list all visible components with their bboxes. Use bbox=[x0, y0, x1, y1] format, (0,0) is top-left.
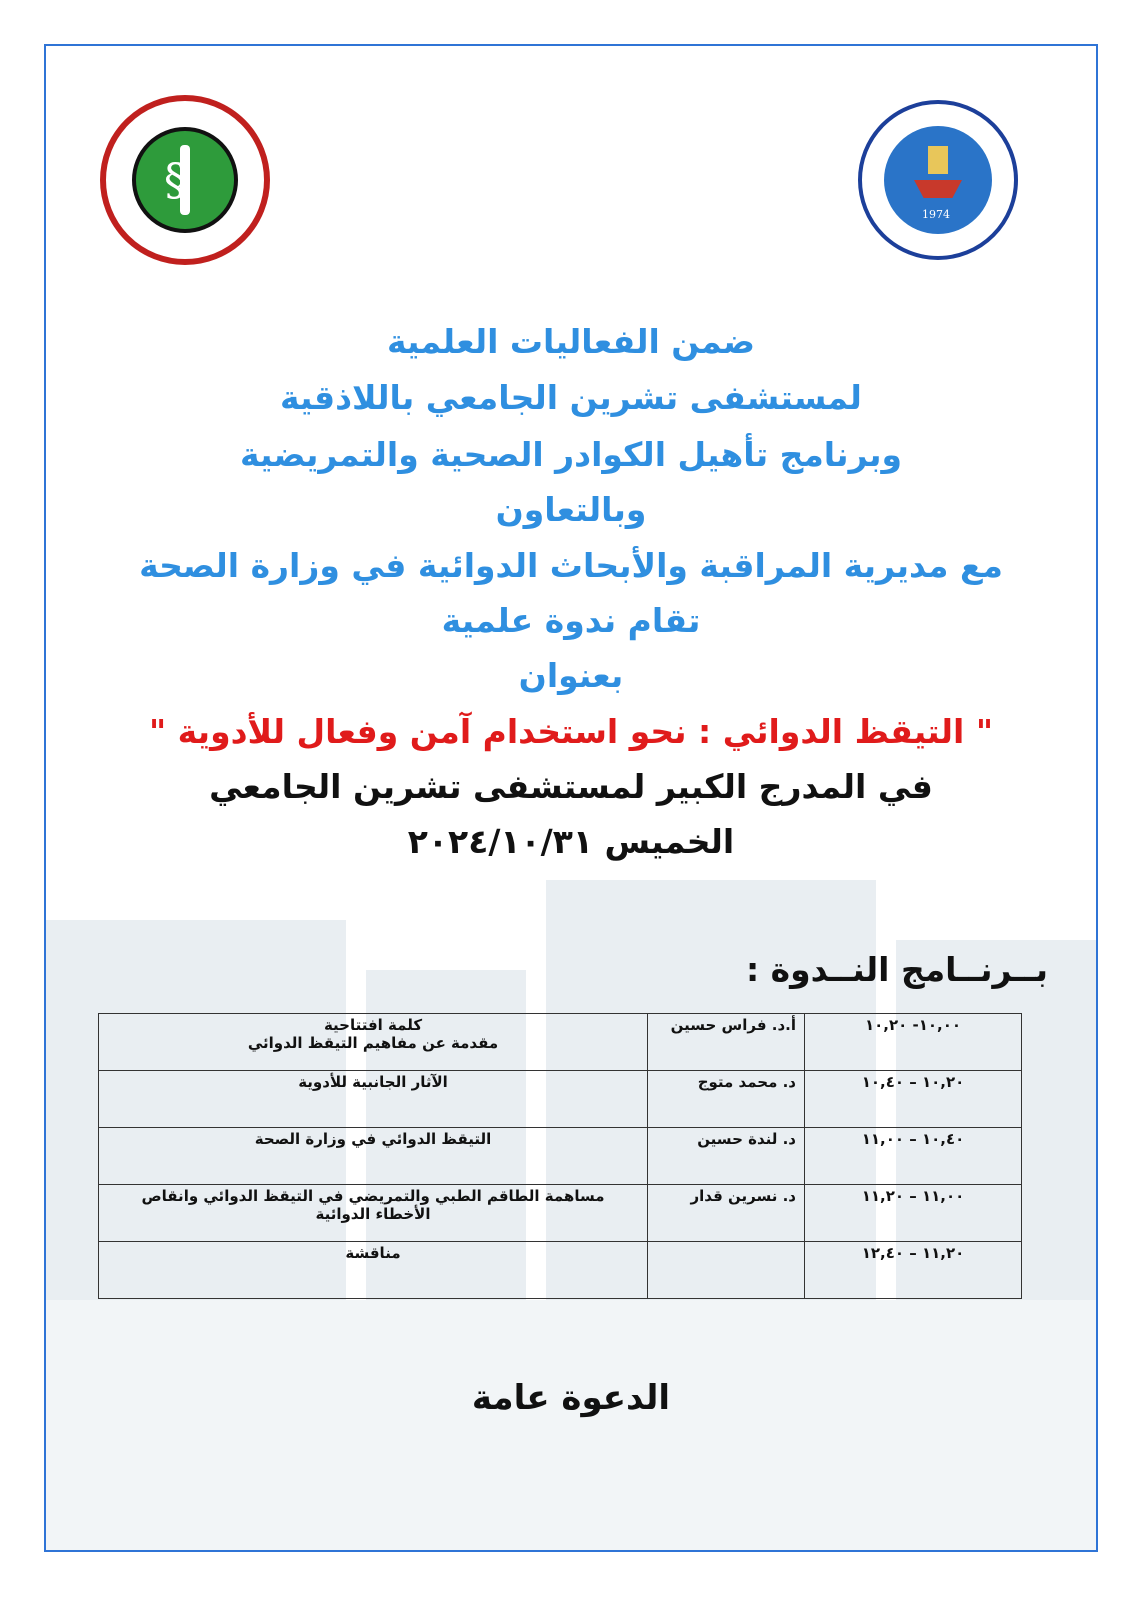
program-table bbox=[98, 1013, 1022, 1299]
speaker-cell: أ.د. فراس حسين bbox=[648, 1014, 805, 1071]
seminar-title: " التيقظ الدوائي : نحو استخدام آمن وفعال للأدوية " bbox=[148, 712, 994, 751]
topic-line: مساهمة الطاقم الطبي والتمريضي في التيقظ الدوائي وانقاص bbox=[141, 1187, 605, 1205]
topic-line: التيقظ الدوائي في وزارة الصحة bbox=[254, 1130, 492, 1148]
speaker-cell: د. لندة حسين bbox=[648, 1128, 805, 1185]
program-title: بــرنــامج النــدوة : bbox=[746, 950, 1048, 989]
topic-line: الأخطاء الدوائية bbox=[315, 1205, 431, 1223]
hospital-logo bbox=[100, 95, 270, 265]
logo-year: 1974 bbox=[922, 208, 950, 221]
time-cell: ١١,٠٠ – ١١,٢٠ bbox=[805, 1185, 1022, 1242]
table-row bbox=[99, 1242, 1022, 1299]
table-row bbox=[99, 1071, 1022, 1128]
ship-emblem-icon bbox=[884, 126, 992, 234]
table-row bbox=[99, 1128, 1022, 1185]
caduceus-icon: § bbox=[132, 127, 238, 233]
speaker-cell: د. محمد متوج bbox=[648, 1071, 805, 1128]
time-cell: ١٠,٢٠ – ١٠,٤٠ bbox=[805, 1071, 1022, 1128]
time-cell: ١٠,٠٠- ١٠,٢٠ bbox=[805, 1014, 1022, 1071]
topic-line: مناقشة bbox=[345, 1244, 401, 1262]
date: الخميس ٢٠٢٤/١٠/٣١ bbox=[407, 822, 735, 861]
heading-line-3: وبرنامج تأهيل الكوادر الصحية والتمريضية bbox=[239, 435, 902, 474]
topic-line: كلمة افتتاحية bbox=[323, 1016, 423, 1034]
topic-cell bbox=[99, 1128, 648, 1185]
topic-line: الآثار الجانبية للأدوية bbox=[298, 1073, 448, 1091]
venue: في المدرج الكبير لمستشفى تشرين الجامعي bbox=[209, 767, 933, 806]
time-cell: ١٠,٤٠ – ١١,٠٠ bbox=[805, 1128, 1022, 1185]
heading-line-4: وبالتعاون bbox=[495, 490, 647, 529]
faculty-of-medicine-logo bbox=[858, 100, 1018, 260]
topic-cell bbox=[99, 1242, 648, 1299]
heading-line-6: تقام ندوة علمية bbox=[441, 601, 701, 640]
topic-cell bbox=[99, 1071, 648, 1128]
table-row bbox=[99, 1014, 1022, 1071]
speaker-cell bbox=[648, 1242, 805, 1299]
time-cell: ١١,٢٠ – ١٢,٤٠ bbox=[805, 1242, 1022, 1299]
public-invitation: الدعوة عامة bbox=[471, 1378, 671, 1418]
heading-line-5: مع مديرية المراقبة والأبحاث الدوائية في وزارة الصحة bbox=[139, 546, 1003, 585]
topic-cell bbox=[99, 1014, 648, 1071]
heading-line-1: ضمن الفعاليات العلمية bbox=[387, 322, 755, 361]
topic-line: مقدمة عن مفاهيم التيقظ الدوائي bbox=[247, 1034, 499, 1052]
topic-cell bbox=[99, 1185, 648, 1242]
table-row bbox=[99, 1185, 1022, 1242]
heading-line-7: بعنوان bbox=[518, 656, 624, 695]
speaker-cell: د. نسرين قدار bbox=[648, 1185, 805, 1242]
heading-line-2: لمستشفى تشرين الجامعي باللاذقية bbox=[280, 378, 862, 417]
